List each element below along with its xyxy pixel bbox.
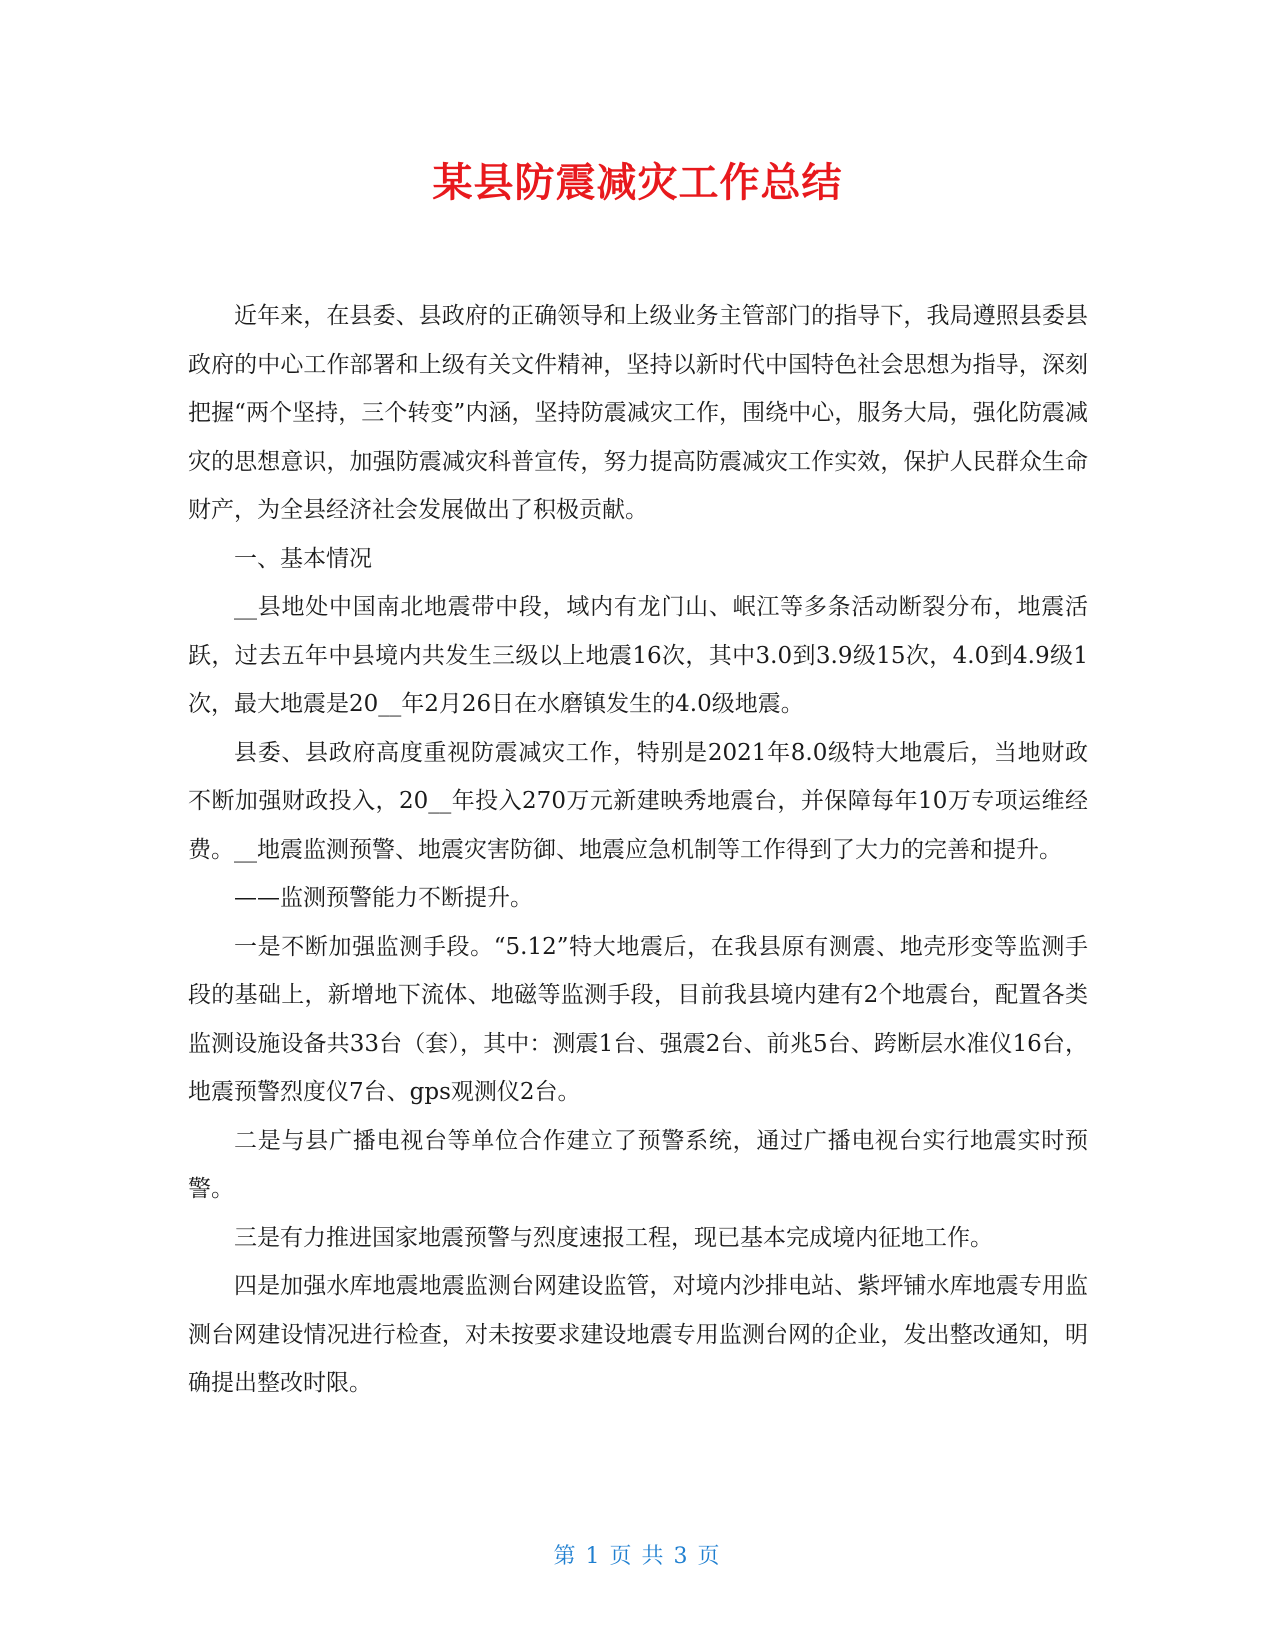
footer-label-ye: 页 <box>609 1544 634 1569</box>
footer-page-total: 3 <box>673 1544 690 1569</box>
subheading-monitoring: ——监测预警能力不断提升。 <box>234 885 533 911</box>
page-footer <box>0 1542 1275 1572</box>
footer-label-gong: 共 <box>641 1544 666 1569</box>
footer-label-ye-end: 页 <box>697 1544 722 1569</box>
document-title: 某县防震减灾工作总结 <box>432 160 843 206</box>
paragraph-item-one: 一是不断加强监测手段。“5.12”特大地震后，在我县原有测震、地壳形变等监测手段的基础上，新增地下流体、地磁等监测手段，目前我县境内建有2个地震台，配置各类监测设施设备共33台（套），其中：测震1台、强震2台、前兆5台、跨断层水准仪16台，地震预警烈度仪7台、gps观测仪2台。 <box>188 933 1088 1105</box>
section-heading-basic-situation: 一、基本情况 <box>234 545 372 572</box>
paragraph-geology: __县地处中国南北地震带中段，域内有龙门山、岷江等多条活动断裂分布，地震活跃，过去五年中县境内共发生三级以上地震16次，其中3.0到3.9级15次，4.0到4.9级1次，最大地震是20__年2月26日在水磨镇发生的4.0级地震。 <box>188 594 1088 717</box>
paragraph-item-four: 四是加强水库地震地震监测台网建设监管，对境内沙排电站、紫坪铺水库地震专用监测台网建设情况进行检查，对未按要求建设地震专用监测台网的企业，发出整改通知，明确提出整改时限。 <box>188 1273 1088 1396</box>
paragraph-item-two: 二是与县广播电视台等单位合作建立了预警系统，通过广播电视台实行地震实时预警。 <box>188 1127 1088 1202</box>
document-body <box>188 292 1088 1408</box>
footer-label-di: 第 <box>553 1544 578 1569</box>
paragraph-investment: 县委、县政府高度重视防震减灾工作，特别是2021年8.0级特大地震后，当地财政不断加强财政投入，20__年投入270万元新建映秀地震台，并保障每年10万专项运维经费。__地震监测预警、地震灾害防御、地震应急机制等工作得到了大力的完善和提升。 <box>188 739 1088 863</box>
paragraph-item-three: 三是有力推进国家地震预警与烈度速报工程，现已基本完成境内征地工作。 <box>234 1224 993 1251</box>
paragraph-intro: 近年来，在县委、县政府的正确领导和上级业务主管部门的指导下，我局遵照县委县政府的中心工作部署和上级有关文件精神，坚持以新时代中国特色社会思想为指导，深刻把握“两个坚持，三个转变”内涵，坚持防震减灾工作，围绕中心，服务大局，强化防震减灾的思想意识，加强防震减灾科普宣传，努力提高防震减灾工作实效，保护人民群众生命财产，为全县经济社会发展做出了积极贡献。 <box>188 303 1088 523</box>
footer-page-current: 1 <box>585 1544 602 1569</box>
